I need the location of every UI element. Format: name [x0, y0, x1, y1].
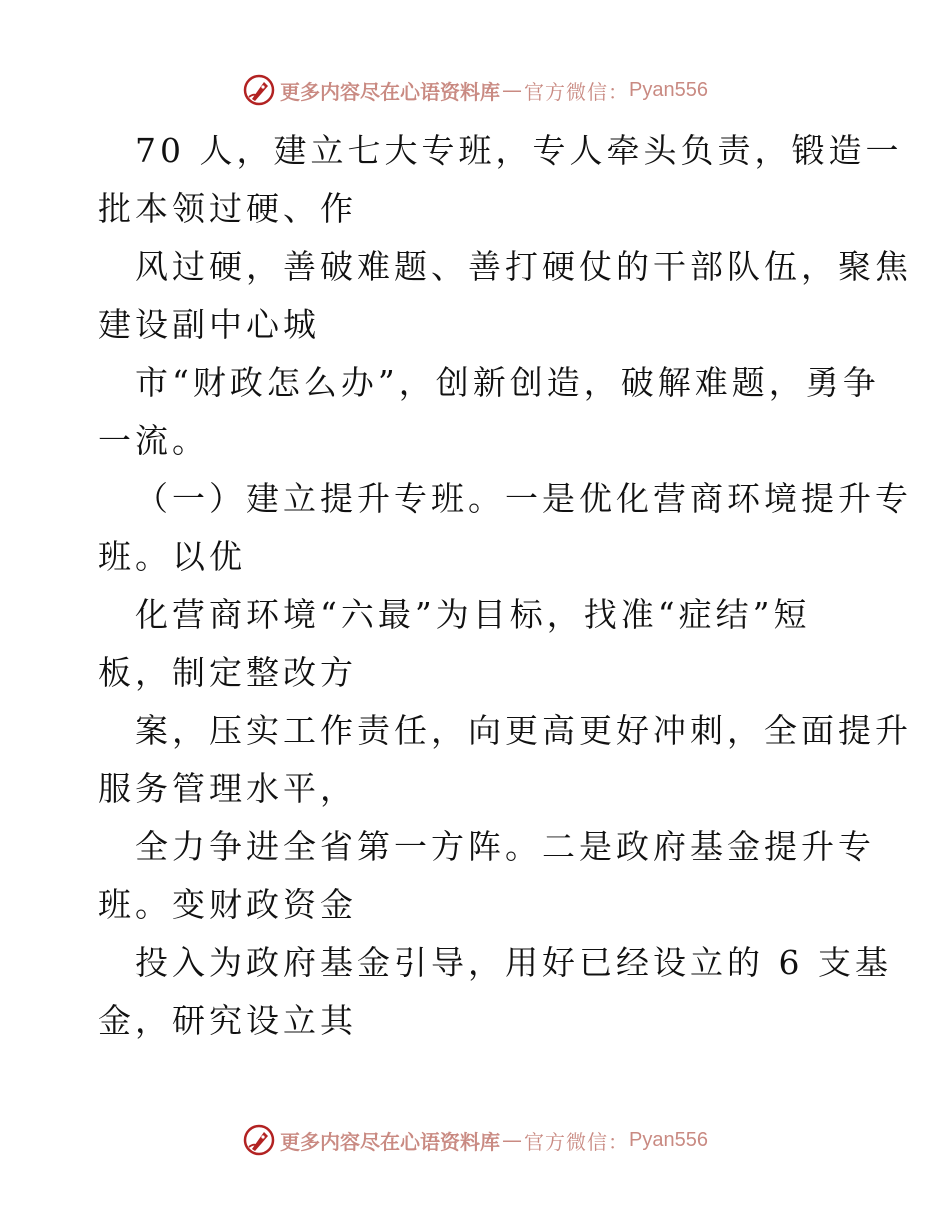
text-line: 服务管理水平，: [98, 769, 357, 808]
text-line: 建设副中心城: [98, 305, 320, 344]
header-site-name: 更多内容尽在心语资料库: [280, 79, 501, 104]
footer-wechat-id: Pyan556: [629, 1128, 708, 1151]
text-line: （一）建立提升专班。一是优化营商环境提升专: [135, 479, 912, 518]
footer-site-name: 更多内容尽在心语资料库: [280, 1129, 501, 1154]
footer-watermark-banner: [0, 1120, 950, 1160]
pen-nib-circle-icon: [242, 1123, 276, 1157]
text-line: 全力争进全省第一方阵。二是政府基金提升专: [135, 827, 875, 866]
document-body: [98, 122, 912, 1050]
text-line: 投入为政府基金引导，用好已经设立的 6 支基: [135, 943, 892, 982]
header-separator: —: [502, 78, 523, 102]
header-wechat-id: Pyan556: [629, 78, 708, 101]
text-line: 一流。: [98, 421, 209, 460]
text-line: 风过硬，善破难题、善打硬仗的干部队伍，聚焦: [135, 247, 912, 286]
text-line: 班。以优: [98, 537, 246, 576]
text-line: 板，制定整改方: [98, 653, 357, 692]
text-line: 70 人，建立七大专班，专人牵头负责，锻造一: [135, 131, 903, 170]
text-line: 班。变财政资金: [98, 885, 357, 924]
text-line: 案，压实工作责任，向更高更好冲刺，全面提升: [135, 711, 912, 750]
text-line: 批本领过硬、作: [98, 189, 357, 228]
header-watermark-banner: [0, 70, 950, 110]
text-line: 金，研究设立其: [98, 1001, 357, 1040]
text-line: 化营商环境“六最”为目标，找准“症结”短: [135, 595, 811, 634]
header-wechat-label: 官方微信：: [524, 79, 630, 104]
footer-wechat-label: 官方微信：: [524, 1129, 630, 1154]
footer-separator: —: [502, 1128, 523, 1152]
pen-nib-circle-icon: [242, 73, 276, 107]
text-line: 市“财政怎么办”，创新创造，破解难题，勇争: [135, 363, 880, 402]
